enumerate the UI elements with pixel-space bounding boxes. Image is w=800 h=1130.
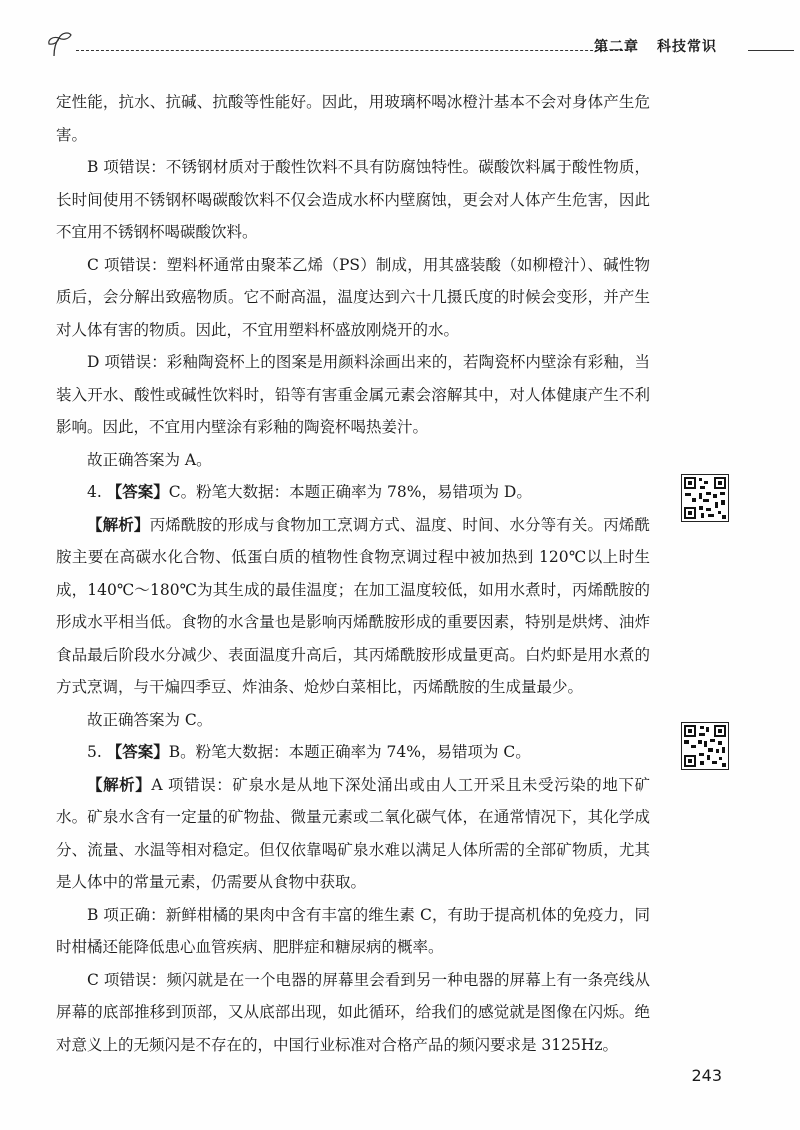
qr-code-icon[interactable] (681, 722, 729, 770)
analysis-tag: 【解析】 (87, 515, 150, 534)
paragraph: C 项错误：频闪就是在一个电器的屏幕里会看到另一种电器的屏幕上有一条亮线从屏幕的底部推移到顶部，又从底部出现，如此循环，给我们的感觉就是图像在闪烁。绝对意义上的无频闪是不存在的，中国行业标准对合格产品的频闪要求是 3125Hz。 (56, 970, 650, 1054)
paragraph: 故正确答案为 A。 (87, 450, 212, 469)
page-header (46, 30, 786, 64)
paragraph: D 项错误：彩釉陶瓷杯上的图案是用颜料涂画出来的，若陶瓷杯内壁涂有彩釉，当装入开水、酸性或碱性饮料时，铅等有害重金属元素会溶解其中，对人体健康产生不利影响。因此，不宜用内壁涂有彩釉的陶瓷杯喝热姜汁。 (56, 353, 650, 436)
analysis-text: 丙烯酰胺的形成与食物加工烹调方式、温度、时间、水分等有关。丙烯酰胺主要在高碳水化合物、低蛋白质的植物性食物烹调过程中被加热到 120℃以上时生成，140℃～180℃为其生成的最佳温度；在加工温度较低，如用水煮时，丙烯酰胺的形成水平相当低。食物的水含量也是影响丙烯酰胺形成的重要因素，特别是烘烤、油炸食品最后阶段水分减少、表面温度升高后，其丙烯酰胺形成量更高。白灼虾是用水煮的方式烹调，与干煸四季豆、炸油条、炝炒白菜相比，丙烯酰胺的生成量最少。 (56, 515, 650, 696)
header-divider (76, 50, 628, 51)
analysis-text: A 项错误：矿泉水是从地下深处涌出或由人工开采且未受污染的地下矿水。矿泉水含有一定量的矿物盐、微量元素或二氧化碳气体，在通常情况下，其化学成分、流量、水温等相对稳定。但仅依靠喝矿泉水难以满足人体所需的全部矿物质，尤其是人体中的常量元素，仍需要从食物中获取。 (56, 775, 650, 891)
page-body (56, 86, 650, 1061)
paragraph: B 项正确：新鲜柑橘的果肉中含有丰富的维生素 C，有助于提高机体的免疫力，同时柑橘还能降低患心血管疾病、肥胖症和糖尿病的概率。 (56, 905, 650, 956)
answer-paragraph (56, 736, 650, 769)
paragraph: B 项错误：不锈钢材质对于酸性饮料不具有防腐蚀特性。碳酸饮料属于酸性物质，长时间使用不锈钢杯喝碳酸饮料不仅会造成水杯内壁腐蚀，更会对人体产生危害，因此不宜用不锈钢杯喝碳酸饮料。 (56, 158, 650, 241)
paragraph: 故正确答案为 C。 (87, 710, 213, 729)
answer-tag: 【答案】 (106, 743, 169, 761)
header-divider-right (748, 50, 794, 51)
sprout-icon (46, 30, 76, 58)
paragraph: 定性能，抗水、抗碱、抗酸等性能好。因此，用玻璃杯喝冰橙汁基本不会对身体产生危害。 (56, 93, 650, 144)
answer-text: C。粉笔大数据：本题正确率为 78%，易错项为 D。 (168, 483, 532, 501)
analysis-paragraph (56, 769, 650, 899)
analysis-paragraph (56, 509, 650, 704)
page-number: 243 (691, 1066, 722, 1085)
qr-code-icon[interactable] (681, 474, 729, 522)
analysis-tag: 【解析】 (87, 775, 152, 794)
answer-text: B。粉笔大数据：本题正确率为 74%，易错项为 C。 (168, 743, 531, 761)
question-number: 5. (87, 743, 107, 761)
chapter-heading (594, 36, 717, 56)
answer-paragraph (56, 476, 650, 509)
paragraph: C 项错误：塑料杯通常由聚苯乙烯（PS）制成，用其盛装酸（如柳橙汁）、碱性物质后，会分解出致癌物质。它不耐高温，温度达到六十几摄氏度的时候会变形，并产生对人体有害的物质。因此，不宜用塑料杯盛放刚烧开的水。 (56, 255, 650, 339)
answer-tag: 【答案】 (106, 483, 169, 501)
chapter-label: 第二章 (594, 39, 639, 55)
chapter-title: 科技常识 (657, 39, 717, 55)
question-number: 4. (87, 483, 107, 501)
